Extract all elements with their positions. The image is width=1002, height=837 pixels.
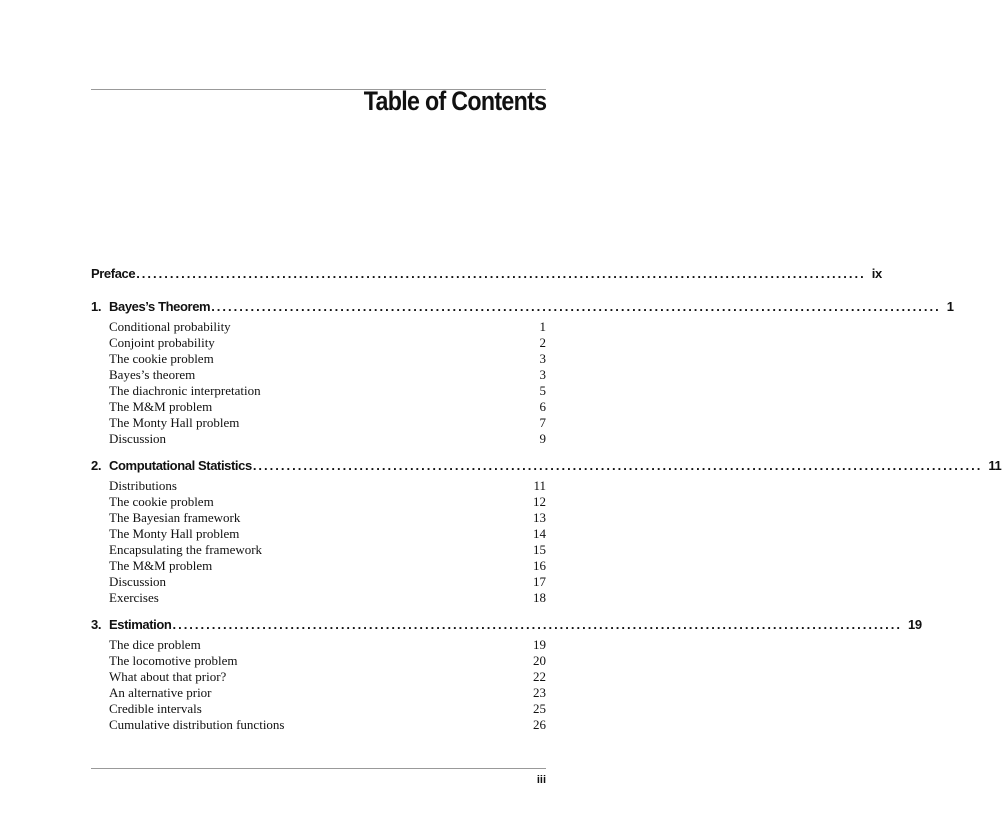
section-page-number: 23: [533, 685, 546, 700]
dot-leader: ..................................................................................................................................: [172, 617, 903, 632]
section-title: The diachronic interpretation: [109, 383, 261, 398]
section-page-number: 19: [533, 637, 546, 652]
section-page-number: 14: [533, 526, 546, 541]
toc-section[interactable]: [91, 319, 547, 335]
chapter-title: Computational Statistics: [109, 458, 252, 473]
section-page-number: 18: [533, 590, 546, 605]
toc-section[interactable]: [91, 510, 547, 526]
toc-chapter-3: [91, 617, 922, 733]
section-title: Credible intervals: [109, 701, 202, 716]
section-title: Conjoint probability: [109, 335, 215, 350]
section-page-number: 3: [539, 351, 546, 366]
toc-section[interactable]: [91, 415, 547, 431]
section-title: The Bayesian framework: [109, 510, 241, 525]
preface-title: Preface: [91, 266, 136, 281]
chapter-number: 2.: [91, 458, 102, 473]
toc-section[interactable]: [91, 637, 547, 653]
table-of-contents: [91, 266, 1002, 744]
section-page-number: 13: [533, 510, 546, 525]
toc-section[interactable]: [91, 399, 547, 415]
section-page-number: 20: [533, 653, 546, 668]
chapter-page-number: 19: [908, 617, 922, 632]
preface-heading[interactable]: [91, 266, 882, 286]
section-page-number: 5: [539, 383, 546, 398]
section-page-number: 2: [539, 335, 546, 350]
section-title: Discussion: [109, 431, 167, 446]
dot-leader: ..................................................................................................................................: [136, 266, 866, 281]
section-page-number: 7: [539, 415, 546, 430]
toc-section[interactable]: [91, 717, 547, 733]
section-title: The cookie problem: [109, 351, 214, 366]
section-title: Exercises: [109, 590, 159, 605]
dot-leader: ..................................................................................................................................: [252, 458, 983, 473]
toc-section[interactable]: [91, 590, 547, 606]
section-title: Discussion: [109, 574, 167, 589]
section-title: What about that prior?: [109, 669, 227, 684]
section-title: The M&M problem: [109, 399, 213, 414]
bottom-rule: [91, 768, 546, 769]
section-title: The cookie problem: [109, 494, 214, 509]
section-title: The Monty Hall problem: [109, 526, 240, 541]
preface-page-number: ix: [871, 266, 882, 281]
toc-section[interactable]: [91, 542, 547, 558]
section-title: Bayes’s theorem: [109, 367, 196, 382]
toc-section[interactable]: [91, 669, 547, 685]
toc-section[interactable]: [91, 335, 547, 351]
section-title: Encapsulating the framework: [109, 542, 263, 557]
chapter-heading[interactable]: [91, 617, 922, 637]
section-page-number: 22: [533, 669, 546, 684]
toc-section[interactable]: [91, 351, 547, 367]
section-page-number: 17: [533, 574, 546, 589]
toc-section[interactable]: [91, 685, 547, 701]
toc-entry-preface[interactable]: [91, 266, 882, 286]
chapter-heading[interactable]: [91, 458, 1002, 478]
chapter-page-number: 11: [988, 458, 1002, 473]
toc-section[interactable]: [91, 574, 547, 590]
toc-chapter-1: [91, 299, 954, 447]
section-page-number: 3: [539, 367, 546, 382]
toc-chapter-2: [91, 458, 1002, 606]
toc-section[interactable]: [91, 526, 547, 542]
section-title: An alternative prior: [109, 685, 212, 700]
toc-section[interactable]: [91, 383, 547, 399]
section-page-number: 6: [539, 399, 546, 414]
chapter-page-number: 1: [946, 299, 954, 314]
section-page-number: 15: [533, 542, 546, 557]
section-page-number: 1: [539, 319, 546, 334]
chapter-number: 3.: [91, 617, 102, 632]
section-page-number: 12: [533, 494, 546, 509]
toc-section[interactable]: [91, 701, 547, 717]
section-title: Cumulative distribution functions: [109, 717, 285, 732]
chapter-title: Bayes’s Theorem: [109, 299, 211, 314]
toc-section[interactable]: [91, 367, 547, 383]
section-title: Conditional probability: [109, 319, 231, 334]
section-page-number: 25: [533, 701, 546, 716]
chapter-heading[interactable]: [91, 299, 954, 319]
section-title: Distributions: [109, 478, 177, 493]
toc-section[interactable]: [91, 431, 547, 447]
section-title: The M&M problem: [109, 558, 213, 573]
toc-section[interactable]: [91, 494, 547, 510]
section-title: The Monty Hall problem: [109, 415, 240, 430]
toc-section[interactable]: [91, 558, 547, 574]
section-page-number: 9: [539, 431, 546, 446]
dot-leader: ..................................................................................................................................: [211, 299, 941, 314]
chapter-title: Estimation: [109, 617, 172, 632]
section-page-number: 26: [533, 717, 546, 732]
section-page-number: 16: [533, 558, 546, 573]
toc-section[interactable]: [91, 653, 547, 669]
chapter-number: 1.: [91, 299, 102, 314]
page-title: Table of Contents: [363, 86, 546, 116]
toc-section[interactable]: [91, 478, 547, 494]
section-title: The locomotive problem: [109, 653, 238, 668]
section-title: The dice problem: [109, 637, 201, 652]
footer-page-number: iii: [536, 774, 546, 786]
section-page-number: 11: [533, 478, 546, 493]
